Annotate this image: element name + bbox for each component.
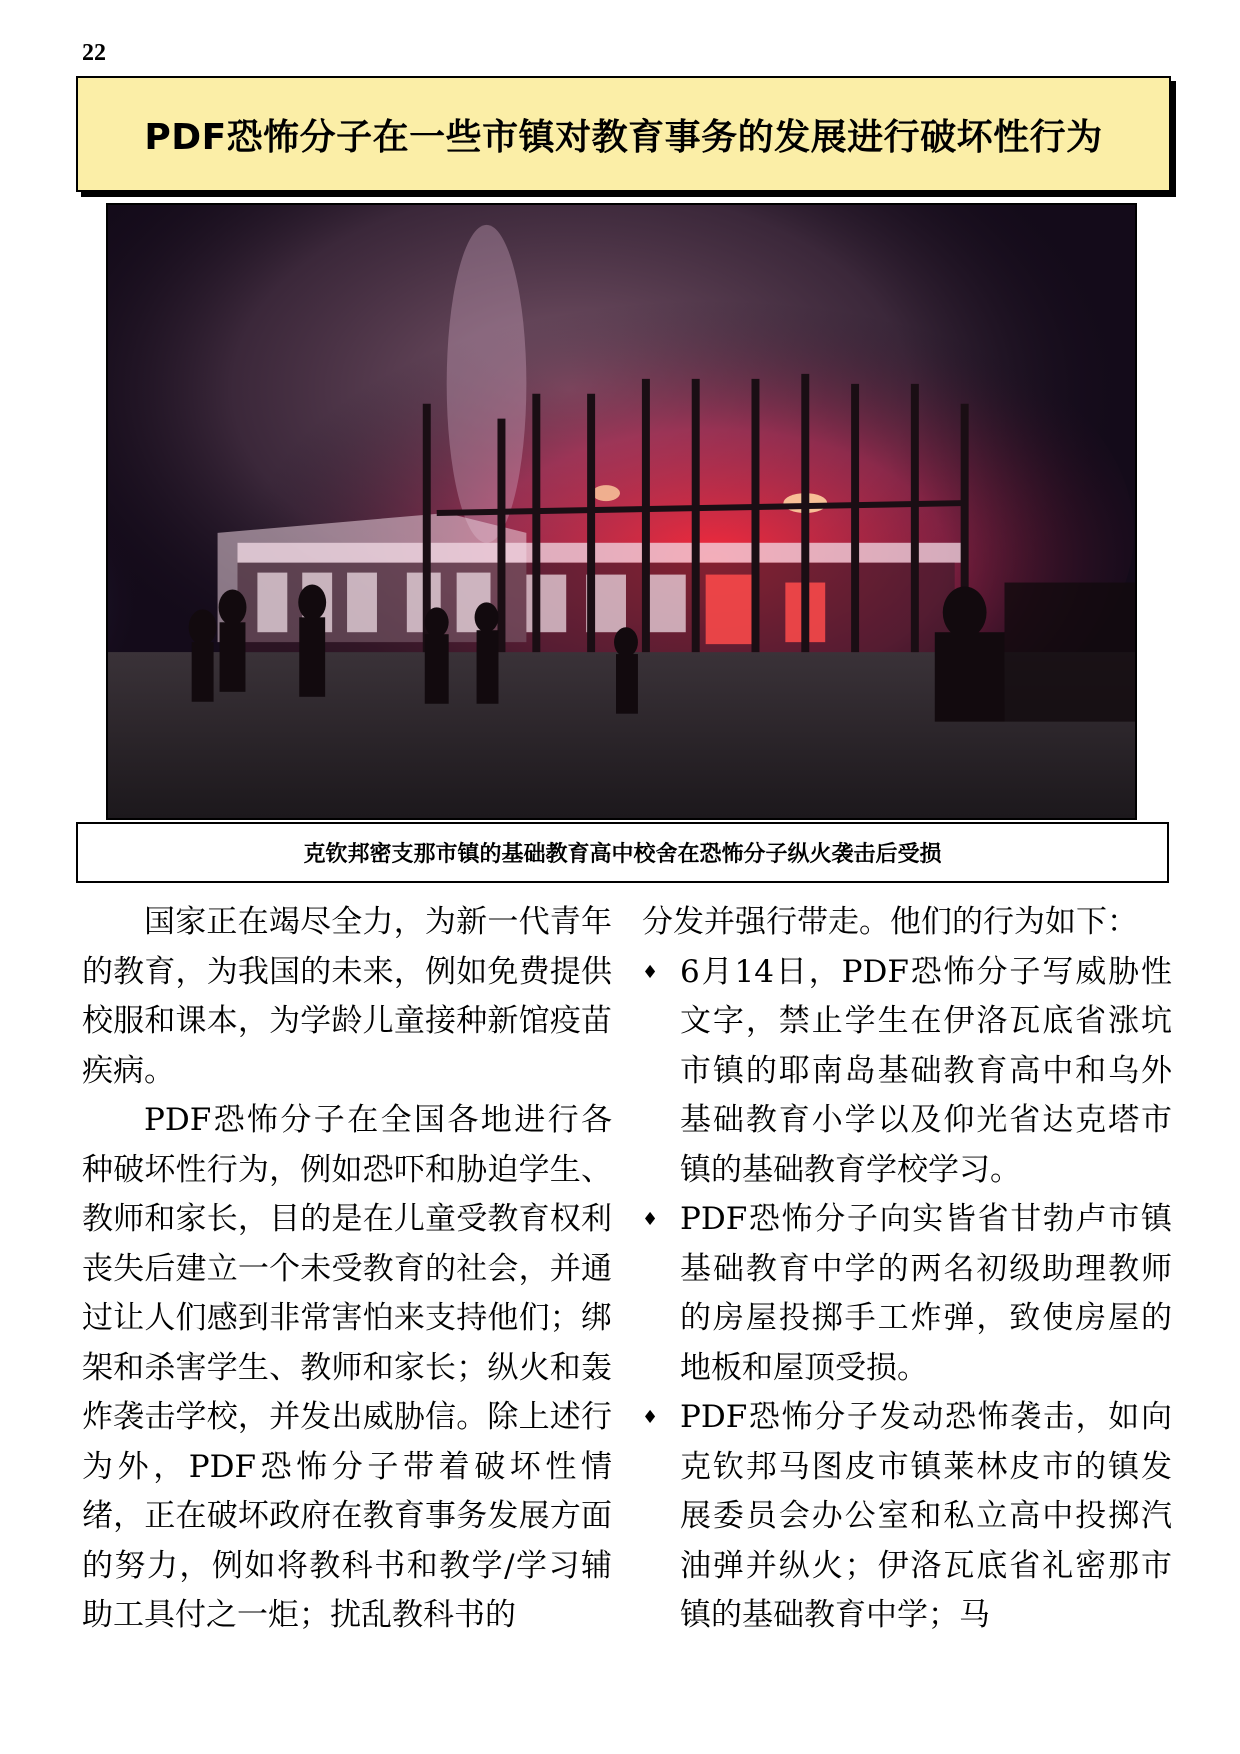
burning-school-image: [108, 205, 1135, 818]
list-item-text: PDF恐怖分子发动恐怖袭击，如向克钦邦马图皮市镇莱林皮市的镇发展委员会办公室和私立高中投掷汽油弹并纵火；伊洛瓦底省礼密那市镇的基础教育中学；马: [680, 1399, 1172, 1633]
page-title: PDF恐怖分子在一些市镇对教育事务的发展进行破坏性行为: [144, 116, 1103, 158]
left-column: [82, 898, 612, 1641]
paragraph-1: 国家正在竭尽全力，为新一代青年的教育，为我国的未来，例如免费提供校服和课本，为学龄儿童接种新馆疫苗疾病。: [82, 904, 612, 1089]
list-item: [642, 1393, 1172, 1641]
diamond-bullet-icon: ♦: [642, 1407, 659, 1428]
list-item: [642, 948, 1172, 1196]
incident-list: [642, 948, 1172, 1641]
list-item: [642, 1195, 1172, 1393]
right-column: [642, 898, 1172, 1641]
photo-caption-box: [76, 822, 1169, 883]
diamond-bullet-icon: ♦: [642, 1209, 659, 1230]
diamond-bullet-icon: ♦: [642, 961, 659, 983]
fire-photo: [106, 203, 1137, 820]
photo-caption: 克钦邦密支那市镇的基础教育高中校舍在恐怖分子纵火袭击后受损: [303, 842, 942, 867]
list-item-text: 6月14日，PDF恐怖分子写威胁性文字，禁止学生在伊洛瓦底省涨坑市镇的耶南岛基础教育高中和乌外基础教育小学以及仰光省达克塔市镇的基础教育学校学习。: [680, 953, 1172, 1188]
page-number: 22: [82, 40, 106, 66]
list-item-text: PDF恐怖分子向实皆省甘勃卢市镇基础教育中学的两名初级助理教师的房屋投掷手工炸弹，致使房屋的地板和屋顶受损。: [680, 1201, 1172, 1386]
paragraph-2: PDF恐怖分子在全国各地进行各种破坏性行为，例如恐吓和胁迫学生、教师和家长，目的是在儿童受教育权利丧失后建立一个未受教育的社会，并通过让人们感到非常害怕来支持他们；绑架和杀害学生、教师和家长；纵火和轰炸袭击学校，并发出威胁信。除上述行为外，PDF恐怖分子带着破坏性情绪，正在破坏政府在教育事务发展方面的努力，例如将教科书和教学/学习辅助工具付之一炬；扰乱教科书的: [82, 1102, 612, 1633]
paragraph-continuation: 分发并强行带走。他们的行为如下：: [642, 904, 1138, 940]
title-banner: [76, 76, 1171, 192]
